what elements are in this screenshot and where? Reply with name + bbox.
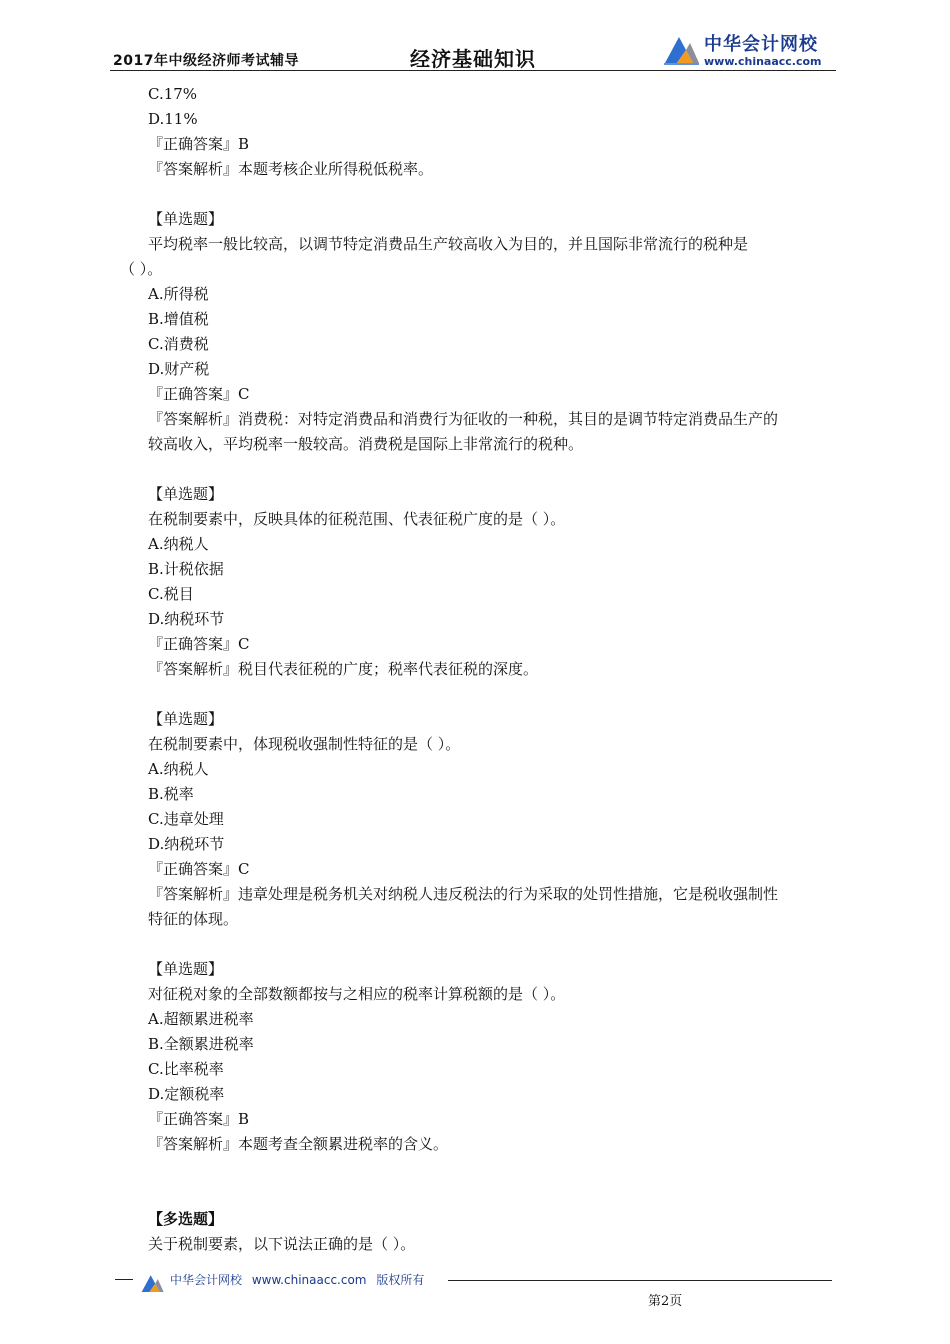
- brand-logo: [662, 28, 842, 72]
- option-line: D.定额税率: [148, 1085, 225, 1103]
- explanation-line: 『答案解析』税目代表征税的广度；税率代表征税的深度。: [148, 660, 539, 678]
- question-stem-line: 对征税对象的全部数额都按与之相应的税率计算税额的是（ ）。: [148, 985, 566, 1003]
- option-line: D.财产税: [148, 360, 210, 378]
- page-header: [0, 0, 950, 80]
- question-type-heading: 【单选题】: [148, 485, 224, 503]
- spacer: [148, 682, 838, 707]
- answer-line: 『正确答案』B: [148, 1110, 250, 1128]
- option-line: A.超额累进税率: [148, 1010, 254, 1028]
- option-line: A.纳税人: [148, 535, 209, 553]
- question-stem-line: 在税制要素中，反映具体的征税范围、代表征税广度的是（ ）。: [148, 510, 566, 528]
- option-line: D.纳税环节: [148, 610, 225, 628]
- spacer: [148, 1157, 838, 1207]
- answer-line: 『正确答案』C: [148, 385, 250, 403]
- option-line: B.税率: [148, 785, 194, 803]
- question-stem-line: 关于税制要素，以下说法正确的是（ ）。: [148, 1235, 416, 1253]
- question-type-heading: 【多选题】: [148, 1210, 224, 1228]
- question-type-heading: 【单选题】: [148, 710, 224, 728]
- option-line: B.增值税: [148, 310, 209, 328]
- footer-brand: 中华会计网校: [170, 1273, 243, 1287]
- explanation-line: 『答案解析』本题考查全额累进税率的含义。: [148, 1135, 449, 1153]
- question-stem-line: （ ）。: [120, 260, 163, 278]
- option-line: A.纳税人: [148, 760, 209, 778]
- option-line: A.所得税: [148, 285, 209, 303]
- option-line: C.违章处理: [148, 810, 224, 828]
- question-type-heading: 【单选题】: [148, 960, 224, 978]
- footer-rights: 版权所有: [376, 1273, 425, 1287]
- page-footer: [0, 1268, 950, 1328]
- footer-url[interactable]: www.chinaacc.com: [251, 1273, 367, 1287]
- option-line: B.计税依据: [148, 560, 224, 578]
- option-line: D.纳税环节: [148, 835, 225, 853]
- explanation-line: 『答案解析』消费税：对特定消费品和消费行为征收的一种税，其目的是调节特定消费品生产的: [148, 410, 779, 428]
- logo-url: www.chinaacc.com: [704, 55, 822, 68]
- spacer: [148, 182, 838, 207]
- spacer: [148, 932, 838, 957]
- explanation-line: 较高收入，平均税率一般较高。消费税是国际上非常流行的税种。: [148, 435, 584, 453]
- option-line: C.比率税率: [148, 1060, 224, 1078]
- spacer: [148, 457, 838, 482]
- logo-brand-name: 中华会计网校: [704, 34, 818, 55]
- explanation-line: 『答案解析』本题考核企业所得税低税率。: [148, 160, 434, 178]
- explanation-line: 特征的体现。: [148, 910, 239, 928]
- page-number: 第2页: [648, 1294, 683, 1309]
- question-stem-line: 平均税率一般比较高，以调节特定消费品生产较高收入为目的，并且国际非常流行的税种是: [148, 235, 749, 253]
- option-line: C.消费税: [148, 335, 209, 353]
- footer-copyright: [170, 1271, 424, 1288]
- question-stem-line: 在税制要素中，体现税收强制性特征的是（ ）。: [148, 735, 461, 753]
- option-line: C.17%: [148, 85, 198, 103]
- explanation-line: 『答案解析』违章处理是税务机关对纳税人违反税法的行为采取的处罚性措施，它是税收强制性: [148, 885, 779, 903]
- option-line: C.税目: [148, 585, 194, 603]
- answer-line: 『正确答案』C: [148, 635, 250, 653]
- answer-line: 『正确答案』C: [148, 860, 250, 878]
- option-line: D.11%: [148, 110, 198, 128]
- answer-line: 『正确答案』B: [148, 135, 250, 153]
- document-body: [120, 82, 838, 1257]
- footer-divider: [448, 1280, 832, 1281]
- exam-guide-title: 2017年中级经济师考试辅导: [113, 53, 299, 69]
- header-divider: [110, 70, 836, 71]
- chinaacc-logo-icon: [662, 32, 700, 66]
- question-type-heading: 【单选题】: [148, 210, 224, 228]
- subject-title: 经济基础知识: [410, 47, 536, 71]
- chinaacc-logo-icon: [138, 1272, 166, 1294]
- option-line: B.全额累进税率: [148, 1035, 254, 1053]
- footer-divider-short: [115, 1279, 133, 1280]
